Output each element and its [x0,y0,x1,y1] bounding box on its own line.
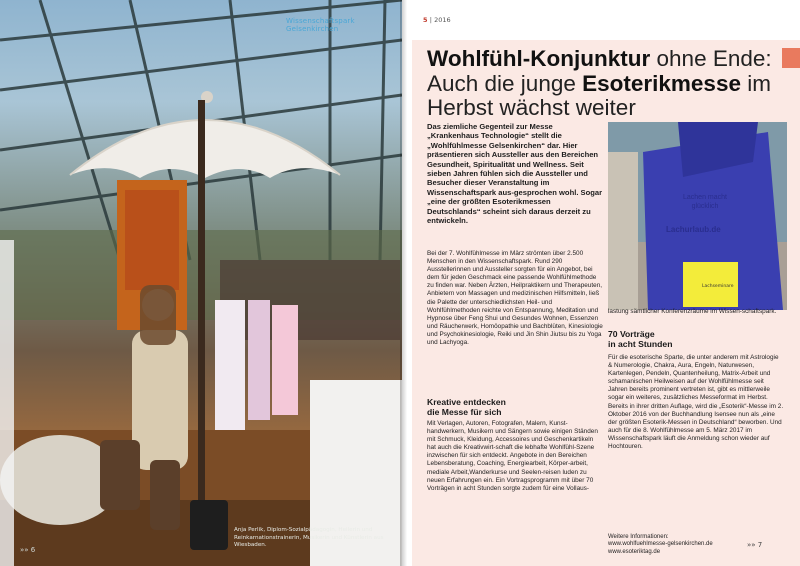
running-head: Wissenschaftspark Gelsenkirchen [286,17,355,33]
body-paragraph-4: Für die esoterische Sparte, die unter anderem mit Astrologie & Numerologie, Chakra, Aura, Engeln, Naturwesen, Kartenlegen, Pendeln, Quantenheilung, Matrix-Arbeit und schamanischen Heilweisen auf der Wohlfühlmesse seit Jahren bereits prominent vertreten ist, gibt es mittlerweile sogar ein weiteres, zusätzliches Messeformat im Herbst. Bereits in ihrer dritten Auflage, wird die „Esoterik“-Messe im 2. Oktober 2016 von der Buchhandlung Isensee nun als „eine der größten Esoterik-Messen in Deutschland“ beworben. Und auch für die 8. Wohlfühlmesse am 5. März 2017 im Wissenschaftspark läuft die Anmeldung schon wieder auf Hochtouren. [608,354,784,451]
info-link-1[interactable]: www.wohlfuehlmesse-gelsenkirchen.de [608,541,713,548]
info-link-2[interactable]: www.esoteriktag.de [608,548,661,555]
page-gutter [400,0,412,566]
issue-label: 5 | 2016 [423,16,451,24]
article-headline [427,47,787,121]
sign-slogan [660,194,750,211]
headline-part-4: Herbst wächst weiter [427,95,636,120]
card-label: Lachseminare [702,284,734,289]
subheading-2 [608,330,784,349]
sign-brand: Lachurlaub.de [666,225,721,234]
headline-part-1: ohne Ende: [650,46,772,71]
body-paragraph-2: Mit Verlagen, Autoren, Fotografen, Malern, Kunst-handwerkern, Musikern und Sängern sowie einigen Ständen mit Schmuck, Kleidung, Accessoires und Geschenkartikeln hat auch die Kreativwirt-schaft die lebhafte Wohlfühl-Szene inzwischen für sich entdeckt. Angebote in den Bereichen Lebensberatung, Coaching, Energiearbeit, Körper-arbeit, mediale Arbeit,Wanderkurse und Seelen-reisen luden zu neuen Erfahrungen ein. Ein Vortragsprogramm mit über 70 Vorträgen in acht Stunden sorgte zudem für eine Vollaus- [427,420,598,492]
sign-line-1: Lachen macht [683,194,727,201]
subheading-2-line-2: in acht Stunden [608,338,673,349]
body-paragraph-3: lastung sämtlicher Konferenzräume im Wissen-schaftspark. [608,308,777,315]
photo-caption: Anja Perlik, Diplom-Sozialpädagogin, Heilerin und Reinkarnationstrainerin, Musikerin und Künstlerin aus Wiesbaden. [234,527,384,549]
info-title: Weitere Informationen: [608,534,669,540]
headline-bold-2: Esoterikmesse [582,70,741,96]
headline-bold-1: Wohlfühl-Konjunktur [427,46,651,71]
issue-number: 5 [423,16,428,24]
subheading-2-line-1: 70 Vorträge [608,329,655,339]
article-lead: Das ziemliche Gegenteil zur Messe „Krankenhaus Technologie“ stellt die „Wohlfühlmesse Gelsenkirchen“ dar. Hier präsentieren sich Aussteller aus den Bereichen Gesundheit, Spiritualität und Wellness. Seit sieben Jahren fühlen sich die Aussteller und Besucher dieser Veranstaltung im Wissenschaftspark aus-gesprochen wohl. Sogar „eine der größten Esoterikmessen Deutschlands“ scheint sich daraus derzeit zu entwickeln. [427,122,603,226]
headline-part-3: im [740,70,771,96]
subheading-1-line-1: Kreative entdecken [427,397,506,407]
lachurlaub-photo [608,122,787,310]
body-paragraph-1: Bei der 7. Wohlfühlmesse im März strömten über 2.500 Menschen in den Wissenschaftspark. Rund 290 Ausstellerinnen und Aussteller sorgten für ein Angebot, bei dem für jeden Geschmack eine passende Wohlfühlmethode zu finden war. Neben Ärzten, Heilpraktikern und Therapeuten, Anbietern von Massagen und medizinischen Hilfsmitteln, ließ die Palette der unterschiedlichsten Heil- und Wohlfühlmethoden reichte von Entspannung, Meditation und Hypnose über Feng Shui und Gesundes Wohnen, Essenzen und Räucherwerk, Homöopathie und Bachblüten, Kinesiologie und Psychokinesiologie, Reiki und Jin Shin Jiutsu bis zu Yoga und Lachyoga. [427,250,603,347]
headline-part-2: Auch die junge [427,70,583,96]
right-page-article [412,0,800,566]
subheading-1 [427,398,603,417]
page-number-right: »» 7 [747,541,763,549]
laughter-banner-illustration [608,122,787,310]
sign-line-2: glücklich [691,202,719,210]
page-number-left: »» 6 [20,546,36,554]
issue-year: 2016 [434,16,451,24]
subheading-1-line-2: die Messe für sich [427,406,502,417]
